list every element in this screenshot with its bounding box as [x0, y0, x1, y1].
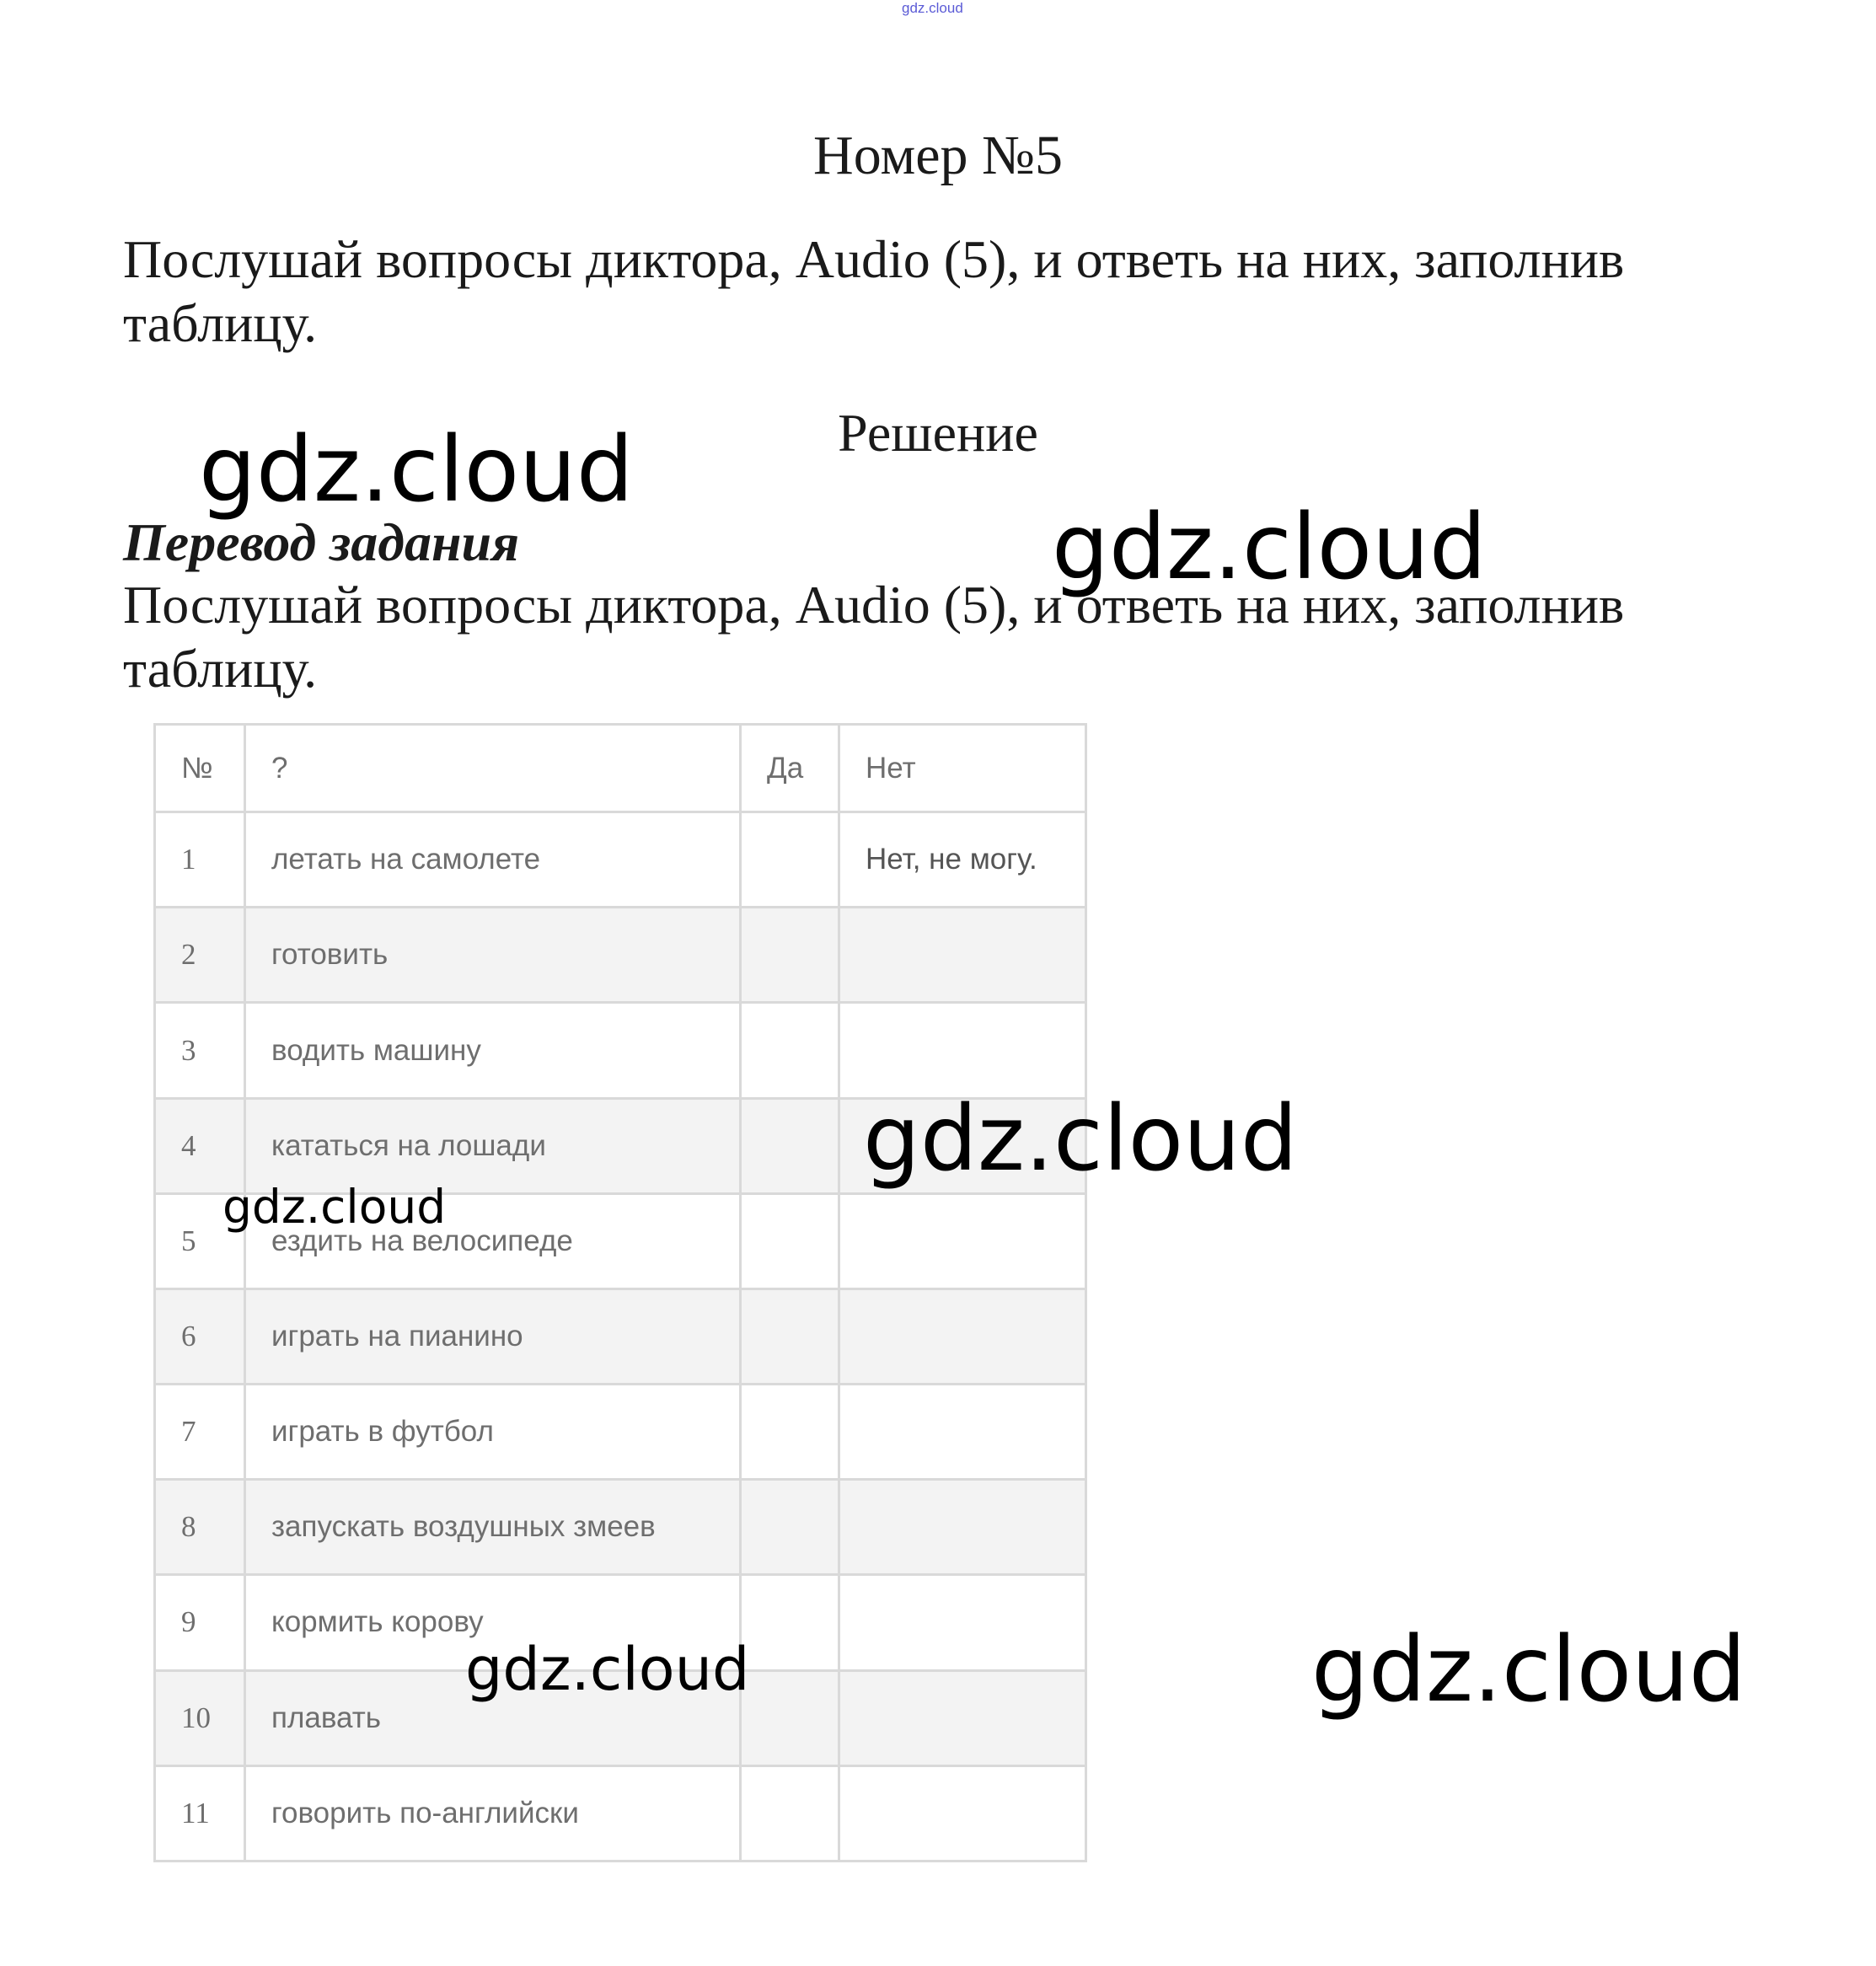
watermark: gdz.cloud: [199, 418, 634, 522]
row-no-cell: Нет, не могу.: [839, 812, 1086, 908]
row-yes-cell: [741, 1670, 839, 1765]
header-number: №: [155, 725, 245, 812]
row-activity: играть на пианино: [245, 1288, 741, 1384]
page-title: Номер №5: [813, 125, 1063, 186]
row-number: 2: [155, 908, 245, 1003]
watermark: gdz.cloud: [222, 1180, 447, 1234]
row-number: 4: [155, 1098, 245, 1193]
row-number: 3: [155, 1003, 245, 1098]
row-number: 10: [155, 1670, 245, 1765]
row-activity: летать на самолете: [245, 812, 741, 908]
row-number: 6: [155, 1288, 245, 1384]
row-number: 5: [155, 1193, 245, 1288]
row-no-cell: [839, 1385, 1086, 1480]
row-yes-cell: [741, 1098, 839, 1193]
row-yes-cell: [741, 1385, 839, 1480]
row-yes-cell: [741, 1193, 839, 1288]
header-question: ?: [245, 725, 741, 812]
row-no-cell: [839, 1480, 1086, 1575]
row-yes-cell: [741, 1003, 839, 1098]
row-yes-cell: [741, 1765, 839, 1861]
row-activity: говорить по-английски: [245, 1765, 741, 1861]
row-yes-cell: [741, 1288, 839, 1384]
translation-text: Послушай вопросы диктора, Audio (5), и ответь на них, заполнив таблицу.: [123, 575, 1625, 699]
table-row: [155, 908, 1086, 1003]
row-number: 8: [155, 1480, 245, 1575]
row-activity: кормить корову: [245, 1575, 741, 1670]
watermark: gdz.cloud: [1311, 1618, 1746, 1722]
row-no-cell: [839, 908, 1086, 1003]
translation-heading: Перевод задания: [123, 512, 520, 572]
watermark: gdz.cloud: [465, 1635, 750, 1704]
row-no-cell: [839, 1003, 1086, 1098]
row-activity: готовить: [245, 908, 741, 1003]
row-number: 9: [155, 1575, 245, 1670]
row-activity: водить машину: [245, 1003, 741, 1098]
table-row: [155, 1385, 1086, 1480]
site-mark: gdz.cloud: [902, 0, 963, 16]
solution-label: Решение: [838, 403, 1038, 463]
row-number: 1: [155, 812, 245, 908]
row-no-cell: [839, 1575, 1086, 1670]
table-row: [155, 1288, 1086, 1384]
row-yes-cell: [741, 908, 839, 1003]
row-activity: играть в футбол: [245, 1385, 741, 1480]
watermark: gdz.cloud: [863, 1087, 1298, 1192]
table-header-row: [155, 725, 1086, 812]
row-yes-cell: [741, 1480, 839, 1575]
row-no-cell: [839, 1193, 1086, 1288]
header-yes: Да: [741, 725, 839, 812]
row-yes-cell: [741, 1575, 839, 1670]
row-number: 11: [155, 1765, 245, 1861]
row-activity: запускать воздушных змеев: [245, 1480, 741, 1575]
table-row: [155, 1480, 1086, 1575]
row-no-cell: [839, 1288, 1086, 1384]
row-number: 7: [155, 1385, 245, 1480]
table-row: [155, 812, 1086, 908]
row-yes-cell: [741, 812, 839, 908]
row-no-cell: [839, 1670, 1086, 1765]
table-row: [155, 1003, 1086, 1098]
row-no-cell: [839, 1765, 1086, 1861]
task-text: Послушай вопросы диктора, Audio (5), и ответь на них, заполнив таблицу.: [123, 229, 1625, 353]
table-row: [155, 1765, 1086, 1861]
watermark: gdz.cloud: [1052, 496, 1487, 600]
row-activity: плавать: [245, 1670, 741, 1765]
row-activity: кататься на лошади: [245, 1098, 741, 1193]
row-activity: ездить на велосипеде: [245, 1193, 741, 1288]
header-no: Нет: [839, 725, 1086, 812]
